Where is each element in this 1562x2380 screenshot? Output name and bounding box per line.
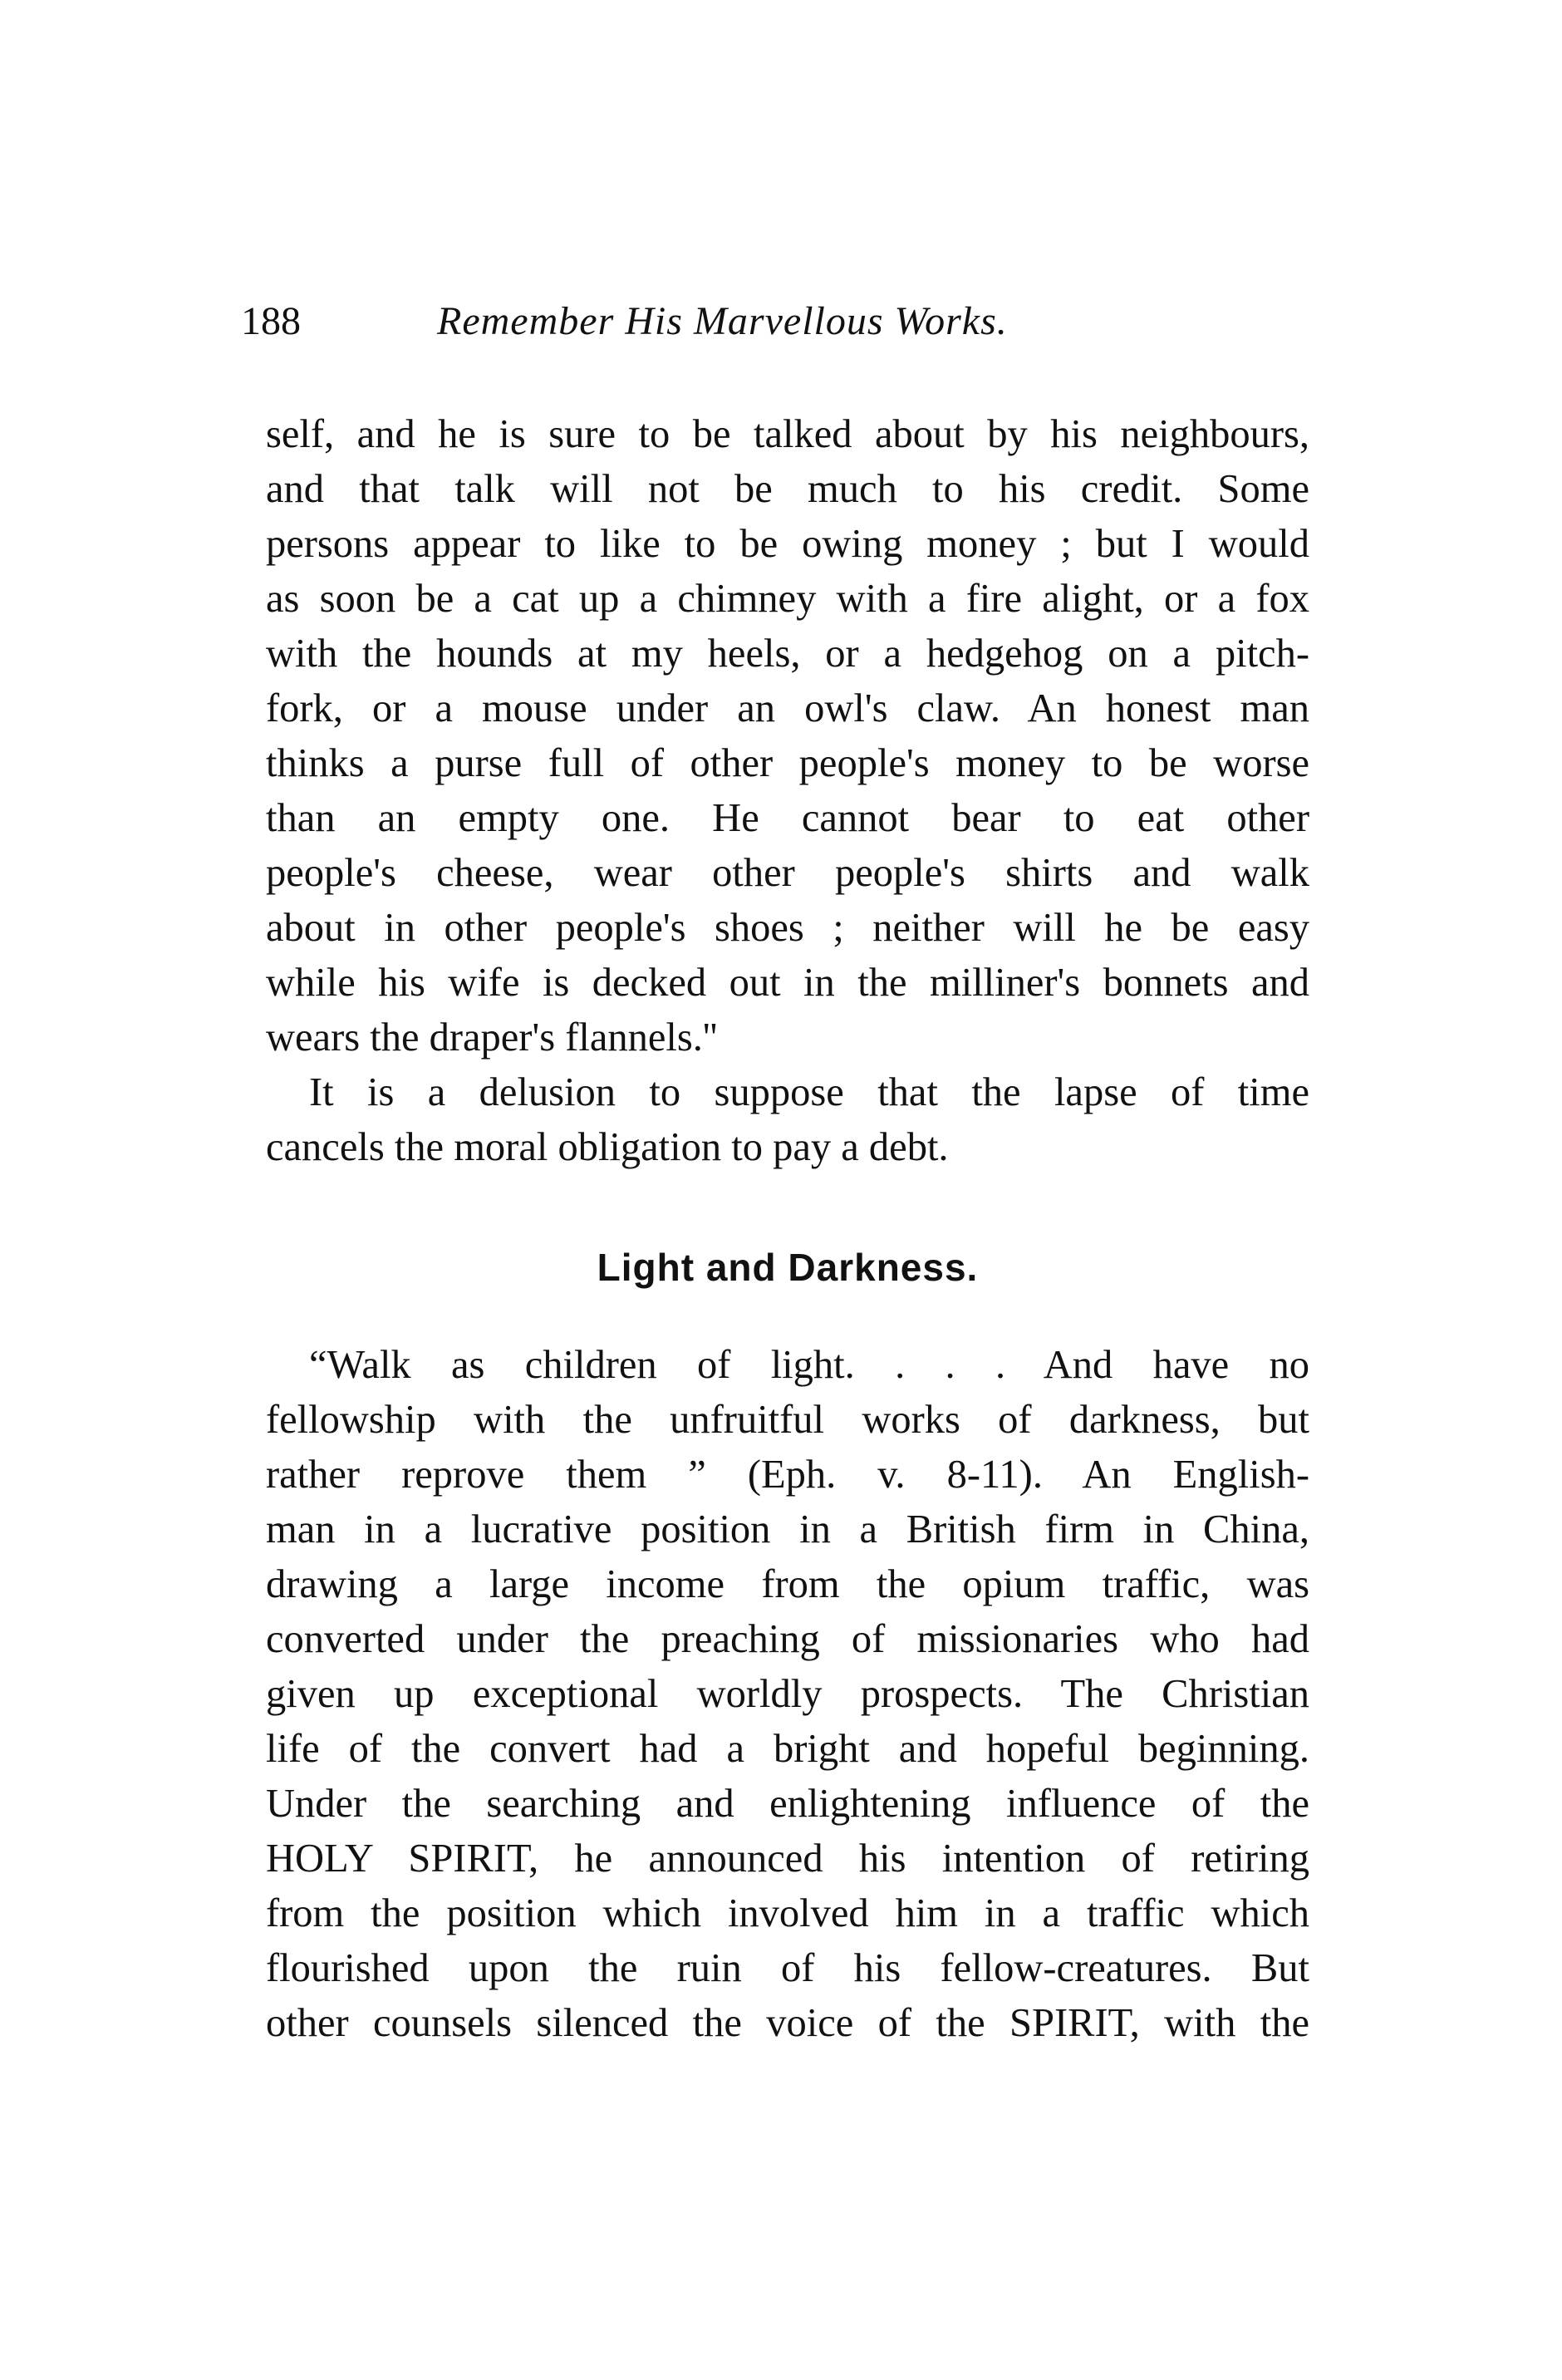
page-number: 188 xyxy=(241,299,301,343)
text-line: and that talk will not be much to his credit. Some xyxy=(266,467,1309,511)
text-line: Under the searching and enlightening influence of the xyxy=(266,1782,1309,1826)
section-heading: Light and Darkness. xyxy=(597,1246,979,1289)
text-line: while his wife is decked out in the milliner's bonnets and xyxy=(266,961,1309,1005)
text-line: wears the draper's flannels.'' xyxy=(266,1015,718,1060)
text-line: “Walk as children of light. . . . And have no xyxy=(309,1343,1309,1387)
text-line: HOLY SPIRIT, he announced his intention of retiring xyxy=(266,1837,1309,1881)
text-line: cancels the moral obligation to pay a debt. xyxy=(266,1125,949,1169)
text-line: thinks a purse full of other people's money to be worse xyxy=(266,741,1309,785)
page-header xyxy=(241,293,1313,351)
text-line: flourished upon the ruin of his fellow-creatures. But xyxy=(266,1946,1309,1990)
text-line: drawing a large income from the opium traffic, was xyxy=(266,1562,1309,1606)
text-line: fork, or a mouse under an owl's claw. An honest man xyxy=(266,686,1309,730)
text-line: given up exceptional worldly prospects. The Christian xyxy=(266,1672,1309,1716)
text-line: converted under the preaching of missionaries who had xyxy=(266,1617,1309,1661)
text-line: fellowship with the unfruitful works of darkness, but xyxy=(266,1398,1309,1442)
text-line: from the position which involved him in a traffic which xyxy=(266,1891,1309,1935)
text-line: people's cheese, wear other people's shirts and walk xyxy=(266,851,1309,895)
text-line: with the hounds at my heels, or a hedgehog on a pitch- xyxy=(266,632,1309,676)
text-line: about in other people's shoes ; neither will he be easy xyxy=(266,906,1309,950)
paragraph-continued xyxy=(266,407,1309,1175)
text-line: other counsels silenced the voice of the SPIRIT, with the xyxy=(266,2001,1309,2045)
text-line: persons appear to like to be owing money ; but I would xyxy=(266,522,1309,566)
text-line: rather reprove them ” (Eph. v. 8-11). An English- xyxy=(266,1453,1309,1497)
text-line: than an empty one. He cannot bear to eat other xyxy=(266,796,1309,840)
text-line: as soon be a cat up a chimney with a fire alight, or a fox xyxy=(266,577,1309,621)
text-line: It is a delusion to suppose that the lapse of time xyxy=(309,1070,1309,1114)
paragraph-light-and-darkness xyxy=(266,1338,1309,2051)
text-line: self, and he is sure to be talked about by his neighbours, xyxy=(266,412,1309,456)
text-line: life of the convert had a bright and hopeful beginning. xyxy=(266,1727,1309,1771)
running-title: Remember His Marvellous Works. xyxy=(437,299,1008,343)
text-line: man in a lucrative position in a British firm in China, xyxy=(266,1507,1309,1551)
